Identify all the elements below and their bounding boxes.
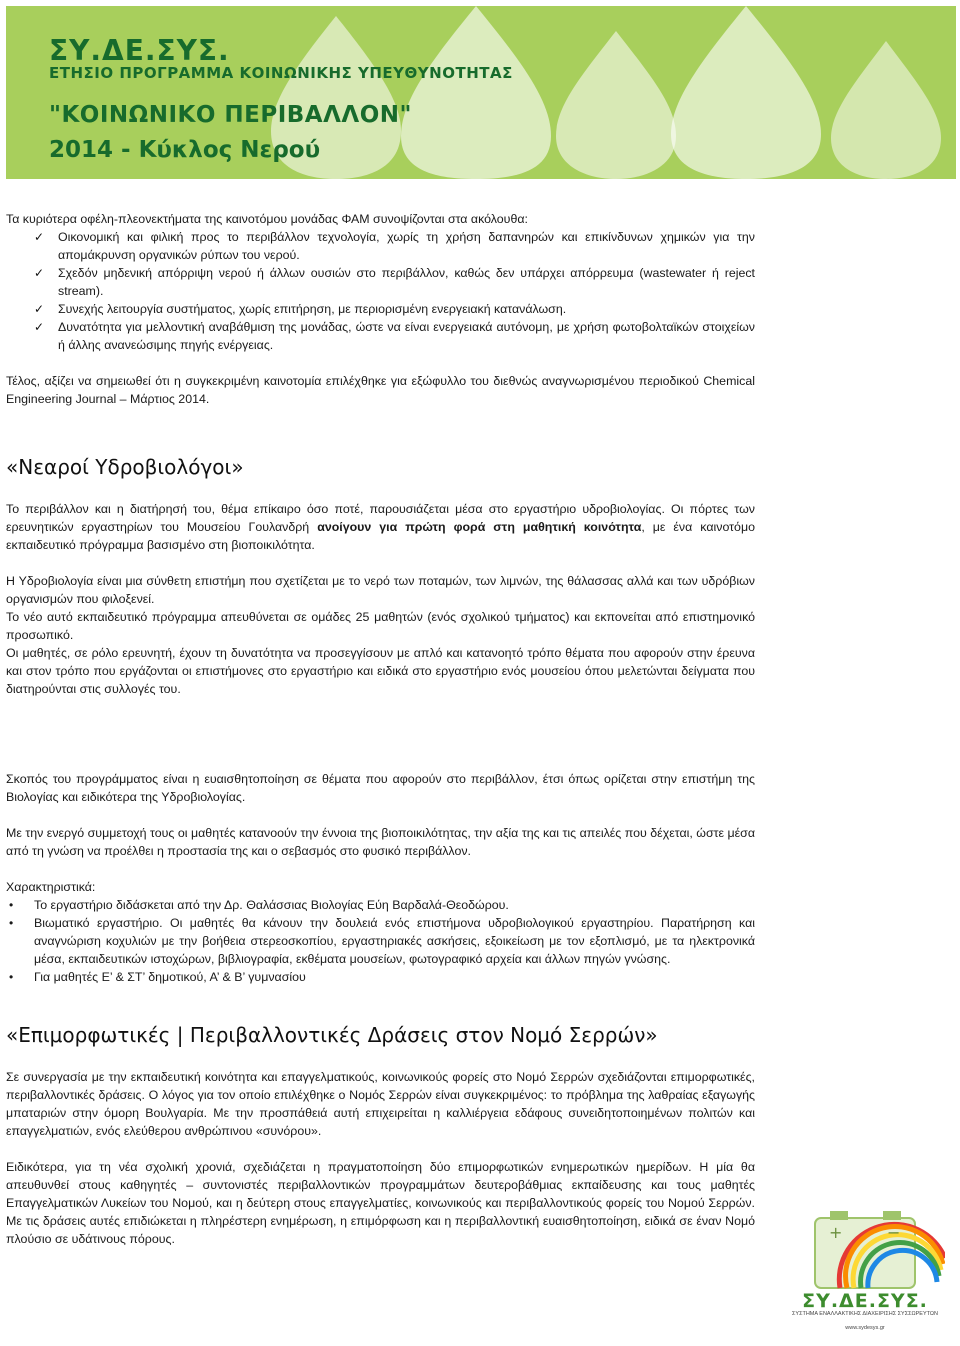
header-theme: "ΚΟΙΝΩΝΙΚΟ ΠΕΡΙΒΑΛΛΟΝ" [49,102,412,128]
paragraph: Σε συνεργασία με την εκπαιδευτική κοινότητα και επαγγελματικούς, κοινωνικούς φορείς στο Νομό Σερρών σχεδιάζονται επιμορφωτικές, περιβαλλοντικές δράσεις. Ο λόγος για τον οποίο επιλέχθηκε ο Νομός Σερρών είναι συγκεκριμένος: το πρόβλημα της λαθραίας εξαγωγής μπαταριών στην όμορη Βουλγαρία. Με την προσπάθειά αυτή επιχειρείται η καλλιέργεια εδάφους συνειδητοποιημένων πολιτών και επαγγελματιών, ενός ελεύθερου ανθρώπινου «συνόρου». [6,1070,755,1138]
battery-rainbow-icon [785,1208,945,1293]
features-list [6,896,755,986]
paragraph: Οι μαθητές, σε ρόλο ερευνητή, έχουν τη δυνατότητα να προσεγγίσουν με απλό και κατανοητό τρόπο θέματα που αφορούν στην έρευνα και στον τρόπο που εργάζονται οι επιστήμονες στο εργαστήριο και ειδικά στο εργαστήριο ενός μουσείου όπου μελετώνται δείγματα που διατηρούνται στις συλλογές του. [6,646,755,696]
header-year-cycle: 2014 - Κύκλος Νερού [49,137,321,163]
bullet-icon: • [9,970,14,984]
bullet-icon: • [9,916,14,930]
section-title-serres-actions: «Επιμορφωτικές | Περιβαλλοντικές Δράσεις στον Νομό Σερρών» [6,1023,658,1047]
plus-symbol: + [829,1223,843,1242]
paragraph: Με την ενεργό συμμετοχή τους οι μαθητές κατανοούν την έννοια της βιοποικιλότητας, την αξία της και τις απειλές που δέχεται, ώστε μέσα από τη γνώση να προέλθει η προστασία της και ο σεβασμός στο φυσικό περιβάλλον. [6,826,755,858]
checkmark-icon: ✓ [34,302,45,316]
list-item: ✓ Οικονομική και φιλική προς το περιβάλλον τεχνολογία, χωρίς τη χρήση δαπανηρών και επικίνδυνων χημικών για την απομάκρυνση οργανικών ρύπων του νερού. [34,230,755,262]
features-label: Χαρακτηριστικά: [6,880,96,894]
header-program-title: ΕΤΗΣΙΟ ΠΡΟΓΡΑΜΜΑ ΚΟΙΝΩΝΙΚΗΣ ΥΠΕΥΘΥΝΟΤΗΤΑΣ [49,64,513,82]
benefits-intro: Τα κυριότερα οφέλη-πλεονεκτήματα της καινοτόμου μονάδας ΦΑΜ συνοψίζονται στα ακόλουθα: [6,212,528,226]
checkmark-icon: ✓ [34,320,45,334]
benefits-checklist [6,228,755,354]
list-item: ✓ Σχεδόν μηδενική απόρριψη νερού ή άλλων ουσιών στο περιβάλλον, καθώς δεν υπάρχει απόρρευμα (wastewater ή reject stream). [34,266,755,298]
logo-name: ΣΥ.ΔΕ.ΣΥΣ. [802,1290,928,1312]
minus-symbol: − [887,1223,901,1242]
checkmark-icon: ✓ [34,230,45,244]
paragraph: Το νέο αυτό εκπαιδευτικό πρόγραμμα απευθύνεται σε ομάδες 25 μαθητών (ενός σχολικού τμήματος) και εκπονείται από επιστημονικό προσωπικό. [6,610,755,642]
finally-paragraph: Τέλος, αξίζει να σημειωθεί ότι η συγκεκριμένη καινοτομία επιλέχθηκε για εξώφυλλο του διεθνώς αναγνωρισμένου περιοδικού Chemical Engineering Journal – Μάρτιος 2014. [6,374,755,406]
document-body [6,210,755,1248]
sydesys-logo [785,1208,945,1333]
list-item: • Βιωματικό εργαστήριο. Οι μαθητές θα κάνουν την δουλειά ενός επιστήμονα υδροβιολογικού εργαστηρίου. Παρατήρηση και αναγνώριση κοχυλιών με την βοήθεια στερεοσκοπίου, εργαστηριακές ασκήσεις, εξοικείωση με τον εξοπλισμό, με τα ηλεκτρονικά μέσα, εκπαιδευτικών ιστοχώρων, βιβλιογραφία, εκθέματα μουσείων, φωτογραφικό αρχεία και άλλων πηγών γνώσης. [9,916,755,966]
checkmark-icon: ✓ [34,266,45,280]
header-org-name: ΣΥ.ΔΕ.ΣΥΣ. [49,34,230,67]
paragraph: Το περιβάλλον και η διατήρησή του, θέμα επίκαιρο όσο ποτέ, παρουσιάζεται μέσα στο εργαστήριο υδροβιολογίας. Οι πόρτες των ερευνητικών εργαστηρίων του Μουσείου Γουλανδρή ανοίγουν για πρώτη φορά στη μαθητική κοινότητα, με ένα καινοτόμο εκπαιδευτικό πρόγραμμα βασισμένο στη βιοποικιλότητα. [6,502,755,552]
bullet-icon: • [9,898,14,912]
list-item: • Το εργαστήριο διδάσκεται από την Δρ. Θαλάσσιας Βιολογίας Εύη Βαρδαλά-Θεοδώρου. [9,898,509,912]
section-title-young-hydrobiologists: «Νεαροί Υδροβιολόγοι» [6,455,244,479]
list-item: • Για μαθητές Ε’ & ΣΤ’ δημοτικού, Α’ & Β’ γυμνασίου [9,970,306,984]
list-item: ✓ Δυνατότητα για μελλοντική αναβάθμιση της μονάδας, ώστε να είναι ενεργειακά αυτόνομη, με χρήση φωτοβολταϊκών στοιχείων ή άλλης ανανεώσιμης πηγής ενέργειας. [34,320,755,352]
bold-highlight: ανοίγουν για πρώτη φορά στη μαθητική κοινότητα [317,520,642,534]
list-item: ✓ Συνεχής λειτουργία συστήματος, χωρίς επιτήρηση, με περιορισμένη ενεργειακή κατανάλωση. [34,302,567,316]
paragraph: Η Υδροβιολογία είναι μια σύνθετη επιστήμη που σχετίζεται με το νερό των ποταμών, των λιμνών, της θάλασσας αλλά και των υδρόβιων οργανισμών που φιλοξενεί. [6,574,755,606]
page-header-banner [6,6,956,179]
logo-url: www.sydesys.gr [845,1325,885,1331]
logo-subtitle: ΣΥΣΤΗΜΑ ΕΝΑΛΛΑΚΤΙΚΗΣ ΔΙΑΧΕΙΡΙΣΗΣ ΣΥΣΣΩΡΕΥΤΩΝ [792,1311,938,1317]
paragraph: Σκοπός του προγράμματος είναι η ευαισθητοποίηση σε θέματα που αφορούν στο περιβάλλον, έτσι όπως ορίζεται στην επιστήμη της Βιολογίας και ειδικότερα της Υδροβιολογίας. [6,772,755,804]
paragraph: Ειδικότερα, για τη νέα σχολική χρονιά, σχεδιάζεται η πραγματοποίηση δύο επιμορφωτικών ενημερωτικών ημερίδων. Η μία θα απευθυνθεί στους καθηγητές – συντονιστές περιβαλλοντικών προγραμμάτων δευτεροβάθμιας εκπαίδευσης και τους μαθητές Επαγγελματικών Λυκείων του Νομού, και η δεύτερη στους επαγγελματίες, κοινωνικούς και περιβαλλοντικούς φορείς του Νομού Σερρών. Με τις δράσεις αυτές επιδιώκεται η πληρέστερη ενημέρωση, η επιμόρφωση και η περιβαλλοντική ευαισθητοποίηση, ειδικά σε έναν Νομό πλούσιο σε υδάτινους πόρους. [6,1160,755,1246]
